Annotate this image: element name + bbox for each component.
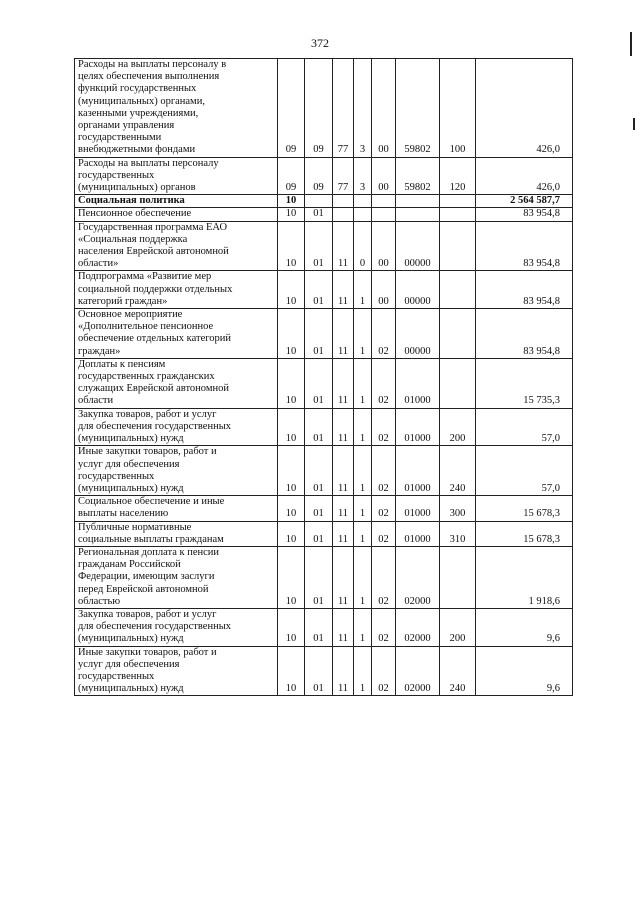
row-code-cell-vr <box>440 208 476 221</box>
row-code-cell-p2: 0 <box>354 221 372 271</box>
row-code-cell-p3: 00 <box>372 157 396 195</box>
row-code-cell-rz: 09 <box>278 59 305 158</box>
row-code-cell-p3: 02 <box>372 521 396 546</box>
row-code-cell-p1: 11 <box>333 546 354 608</box>
row-amount-cell: 83 954,8 <box>476 208 573 221</box>
row-code-cell-vr <box>440 546 476 608</box>
row-code-cell-pr: 01 <box>305 309 333 359</box>
row-code-cell-p4: 01000 <box>396 408 440 446</box>
row-code-cell-vr <box>440 221 476 271</box>
row-name-cell: Доплаты к пенсиям государственных гражданских служащих Еврейской автономной области <box>75 358 278 408</box>
row-code-cell-p4: 01000 <box>396 446 440 496</box>
row-code-cell-p2 <box>354 195 372 208</box>
row-code-cell-rz: 10 <box>278 309 305 359</box>
row-amount-cell: 9,6 <box>476 608 573 646</box>
row-code-cell-pr: 01 <box>305 208 333 221</box>
row-name-cell: Региональная доплата к пенсии гражданам Российской Федерации, имеющим заслуги перед Еврейской автономной областью <box>75 546 278 608</box>
row-code-cell-vr: 240 <box>440 646 476 696</box>
row-code-cell-p3: 00 <box>372 271 396 309</box>
margin-mark-lower <box>633 118 635 130</box>
row-code-cell-p4: 01000 <box>396 358 440 408</box>
row-code-cell-rz: 09 <box>278 157 305 195</box>
table-row <box>75 546 573 608</box>
row-name-cell: Иные закупки товаров, работ и услуг для обеспечения государственных (муниципальных) нужд <box>75 646 278 696</box>
row-amount-cell: 1 918,6 <box>476 546 573 608</box>
row-code-cell-p3: 02 <box>372 408 396 446</box>
row-amount-cell: 15 678,3 <box>476 521 573 546</box>
row-code-cell-pr: 01 <box>305 221 333 271</box>
row-code-cell-vr <box>440 195 476 208</box>
row-name-cell: Пенсионное обеспечение <box>75 208 278 221</box>
row-code-cell-p1: 11 <box>333 309 354 359</box>
row-code-cell-p3: 02 <box>372 446 396 496</box>
row-amount-cell: 15 735,3 <box>476 358 573 408</box>
row-code-cell-rz: 10 <box>278 608 305 646</box>
row-code-cell-pr: 01 <box>305 408 333 446</box>
margin-mark <box>630 32 632 56</box>
row-code-cell-p1: 11 <box>333 408 354 446</box>
row-code-cell-p1: 11 <box>333 646 354 696</box>
row-code-cell-p4: 00000 <box>396 221 440 271</box>
row-code-cell-p2: 1 <box>354 309 372 359</box>
row-code-cell-p2: 1 <box>354 546 372 608</box>
row-code-cell-p3: 02 <box>372 646 396 696</box>
row-code-cell-vr: 310 <box>440 521 476 546</box>
row-code-cell-vr <box>440 309 476 359</box>
row-code-cell-p2: 1 <box>354 608 372 646</box>
row-code-cell-p2: 1 <box>354 646 372 696</box>
table-row <box>75 358 573 408</box>
row-code-cell-p3 <box>372 195 396 208</box>
row-code-cell-vr: 100 <box>440 59 476 158</box>
row-code-cell-pr: 09 <box>305 59 333 158</box>
row-code-cell-p3: 02 <box>372 496 396 521</box>
table-row <box>75 271 573 309</box>
row-amount-cell: 83 954,8 <box>476 309 573 359</box>
table-row <box>75 646 573 696</box>
row-code-cell-rz: 10 <box>278 646 305 696</box>
row-name-cell: Публичные нормативные социальные выплаты гражданам <box>75 521 278 546</box>
row-amount-cell: 83 954,8 <box>476 271 573 309</box>
row-code-cell-pr: 01 <box>305 546 333 608</box>
row-code-cell-p4: 01000 <box>396 496 440 521</box>
row-code-cell-rz: 10 <box>278 496 305 521</box>
row-name-cell: Расходы на выплаты персоналу государственных (муниципальных) органов <box>75 157 278 195</box>
row-code-cell-p1: 77 <box>333 59 354 158</box>
row-code-cell-vr <box>440 271 476 309</box>
row-code-cell-p4: 00000 <box>396 271 440 309</box>
table-row <box>75 221 573 271</box>
row-code-cell-p2: 1 <box>354 521 372 546</box>
row-code-cell-p2: 1 <box>354 408 372 446</box>
row-code-cell-rz: 10 <box>278 408 305 446</box>
table-row <box>75 208 573 221</box>
row-code-cell-p2 <box>354 208 372 221</box>
row-code-cell-vr: 300 <box>440 496 476 521</box>
row-code-cell-p4: 02000 <box>396 646 440 696</box>
row-code-cell-p4 <box>396 195 440 208</box>
row-code-cell-p1 <box>333 208 354 221</box>
row-code-cell-p4: 00000 <box>396 309 440 359</box>
row-code-cell-p2: 1 <box>354 358 372 408</box>
row-code-cell-rz: 10 <box>278 521 305 546</box>
row-code-cell-p2: 1 <box>354 446 372 496</box>
row-code-cell-p1: 11 <box>333 521 354 546</box>
row-code-cell-pr <box>305 195 333 208</box>
row-name-cell: Иные закупки товаров, работ и услуг для обеспечения государственных (муниципальных) нужд <box>75 446 278 496</box>
row-amount-cell: 57,0 <box>476 446 573 496</box>
row-code-cell-pr: 01 <box>305 271 333 309</box>
row-code-cell-rz: 10 <box>278 221 305 271</box>
budget-table-body <box>75 59 573 696</box>
row-name-cell: Закупка товаров, работ и услуг для обеспечения государственных (муниципальных) нужд <box>75 408 278 446</box>
row-code-cell-p1: 11 <box>333 271 354 309</box>
row-code-cell-p4: 59802 <box>396 157 440 195</box>
row-code-cell-pr: 01 <box>305 358 333 408</box>
row-code-cell-p3: 02 <box>372 309 396 359</box>
row-amount-cell: 15 678,3 <box>476 496 573 521</box>
row-code-cell-p1: 11 <box>333 221 354 271</box>
row-name-cell: Подпрограмма «Развитие мер социальной поддержки отдельных категорий граждан» <box>75 271 278 309</box>
row-code-cell-rz: 10 <box>278 208 305 221</box>
row-code-cell-p4: 02000 <box>396 608 440 646</box>
row-code-cell-rz: 10 <box>278 195 305 208</box>
row-code-cell-p4 <box>396 208 440 221</box>
row-code-cell-p1: 11 <box>333 496 354 521</box>
row-code-cell-rz: 10 <box>278 358 305 408</box>
row-code-cell-vr: 200 <box>440 608 476 646</box>
row-code-cell-pr: 01 <box>305 521 333 546</box>
row-name-cell: Государственная программа ЕАО «Социальная поддержка населения Еврейской автономной области» <box>75 221 278 271</box>
row-name-cell: Расходы на выплаты персоналу в целях обеспечения выполнения функций государственных (муниципальных) органами, казенными учреждениями, органами управления государственными внебюджетными фондами <box>75 59 278 158</box>
table-row <box>75 157 573 195</box>
table-row <box>75 408 573 446</box>
row-code-cell-p1: 11 <box>333 358 354 408</box>
row-code-cell-rz: 10 <box>278 446 305 496</box>
table-row <box>75 521 573 546</box>
row-code-cell-pr: 09 <box>305 157 333 195</box>
row-name-cell: Основное мероприятие «Дополнительное пенсионное обеспечение отдельных категорий граждан» <box>75 309 278 359</box>
row-amount-cell: 83 954,8 <box>476 221 573 271</box>
row-code-cell-rz: 10 <box>278 546 305 608</box>
row-code-cell-p4: 02000 <box>396 546 440 608</box>
row-code-cell-p3: 02 <box>372 608 396 646</box>
row-code-cell-p4: 59802 <box>396 59 440 158</box>
row-code-cell-vr: 200 <box>440 408 476 446</box>
row-amount-cell: 426,0 <box>476 59 573 158</box>
row-code-cell-vr: 120 <box>440 157 476 195</box>
row-code-cell-p3: 00 <box>372 221 396 271</box>
row-name-cell: Социальная политика <box>75 195 278 208</box>
row-code-cell-pr: 01 <box>305 496 333 521</box>
row-code-cell-vr: 240 <box>440 446 476 496</box>
table-row <box>75 608 573 646</box>
row-code-cell-p2: 3 <box>354 59 372 158</box>
row-code-cell-p3: 02 <box>372 358 396 408</box>
table-row <box>75 309 573 359</box>
row-code-cell-pr: 01 <box>305 646 333 696</box>
row-name-cell: Социальное обеспечение и иные выплаты населению <box>75 496 278 521</box>
table-row <box>75 59 573 158</box>
row-amount-cell: 57,0 <box>476 408 573 446</box>
page-number: 372 <box>311 36 329 50</box>
row-code-cell-vr <box>440 358 476 408</box>
row-code-cell-p1: 11 <box>333 446 354 496</box>
row-code-cell-p1: 11 <box>333 608 354 646</box>
row-amount-cell: 426,0 <box>476 157 573 195</box>
row-code-cell-pr: 01 <box>305 608 333 646</box>
row-code-cell-p1: 77 <box>333 157 354 195</box>
row-code-cell-rz: 10 <box>278 271 305 309</box>
row-name-cell: Закупка товаров, работ и услуг для обеспечения государственных (муниципальных) нужд <box>75 608 278 646</box>
table-row <box>75 496 573 521</box>
table-row <box>75 195 573 208</box>
row-code-cell-p1 <box>333 195 354 208</box>
row-code-cell-p3: 00 <box>372 59 396 158</box>
row-code-cell-pr: 01 <box>305 446 333 496</box>
row-code-cell-p2: 3 <box>354 157 372 195</box>
row-amount-cell: 2 564 587,7 <box>476 195 573 208</box>
row-code-cell-p4: 01000 <box>396 521 440 546</box>
row-amount-cell: 9,6 <box>476 646 573 696</box>
row-code-cell-p2: 1 <box>354 496 372 521</box>
row-code-cell-p3: 02 <box>372 546 396 608</box>
budget-table <box>74 58 573 696</box>
table-row <box>75 446 573 496</box>
row-code-cell-p2: 1 <box>354 271 372 309</box>
row-code-cell-p3 <box>372 208 396 221</box>
